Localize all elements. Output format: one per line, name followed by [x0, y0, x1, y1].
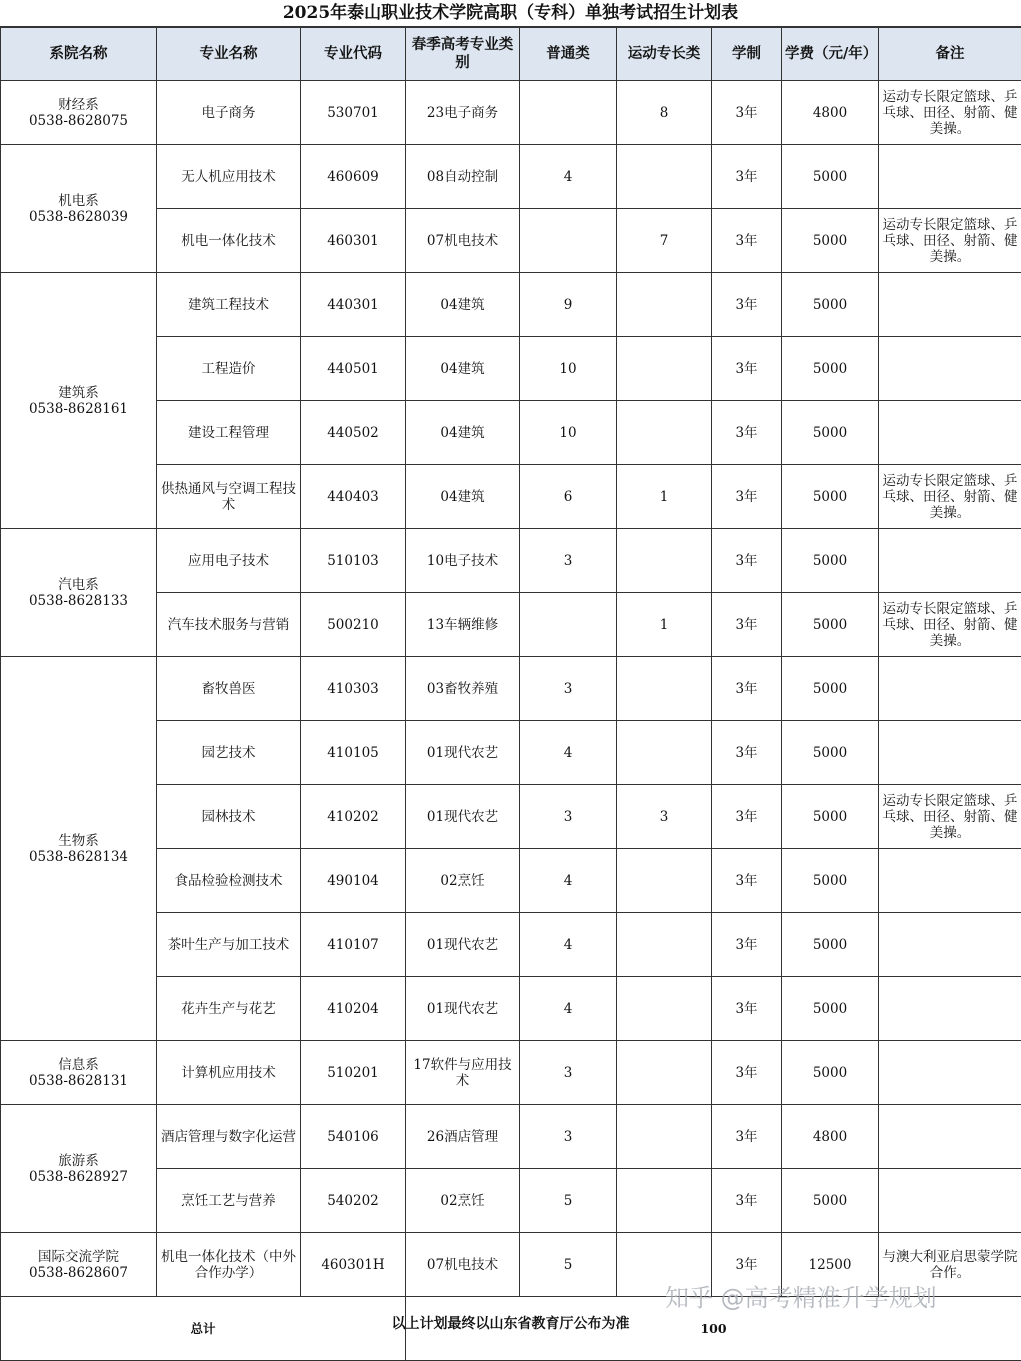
code-cell: 410105 — [301, 721, 406, 785]
dept-cell — [1, 1233, 157, 1297]
table-row — [1, 1105, 1021, 1169]
major-cell: 无人机应用技术 — [157, 145, 301, 209]
note-cell: 运动专长限定篮球、乒乓球、田径、射箭、健美操。 — [879, 593, 1021, 657]
dept-cell — [1, 1041, 157, 1105]
header-duration: 学制 — [712, 28, 782, 81]
general-cell — [520, 209, 617, 273]
major-cell: 建设工程管理 — [157, 401, 301, 465]
header-major: 专业名称 — [157, 28, 301, 81]
note-cell: 运动专长限定篮球、乒乓球、田径、射箭、健美操。 — [879, 465, 1021, 529]
dept-phone: 0538-8628161 — [4, 401, 153, 417]
note-cell — [879, 977, 1021, 1041]
note-cell — [879, 1105, 1021, 1169]
enrollment-plan-table — [0, 27, 1021, 1361]
code-cell: 440501 — [301, 337, 406, 401]
major-cell: 汽车技术服务与营销 — [157, 593, 301, 657]
category-cell: 08自动控制 — [406, 145, 520, 209]
header-dept: 系院名称 — [1, 28, 157, 81]
duration-cell: 3年 — [712, 81, 782, 145]
sports-cell — [617, 657, 712, 721]
sports-cell — [617, 977, 712, 1041]
sports-cell: 7 — [617, 209, 712, 273]
general-cell: 10 — [520, 401, 617, 465]
general-cell: 5 — [520, 1233, 617, 1297]
dept-cell — [1, 273, 157, 529]
duration-cell: 3年 — [712, 849, 782, 913]
major-cell: 机电一体化技术（中外合作办学） — [157, 1233, 301, 1297]
header-sports: 运动专长类 — [617, 28, 712, 81]
dept-name: 信息系 — [4, 1057, 153, 1073]
note-cell — [879, 145, 1021, 209]
code-cell: 460301 — [301, 209, 406, 273]
general-cell: 3 — [520, 1041, 617, 1105]
general-cell — [520, 81, 617, 145]
duration-cell: 3年 — [712, 657, 782, 721]
header-row — [1, 28, 1021, 81]
sports-cell — [617, 849, 712, 913]
code-cell: 510201 — [301, 1041, 406, 1105]
note-cell — [879, 273, 1021, 337]
dept-phone: 0538-8628039 — [4, 209, 153, 225]
sports-cell — [617, 529, 712, 593]
general-cell — [520, 593, 617, 657]
fee-cell: 5000 — [782, 209, 879, 273]
general-cell: 3 — [520, 785, 617, 849]
major-cell: 电子商务 — [157, 81, 301, 145]
note-cell — [879, 529, 1021, 593]
dept-phone: 0538-8628134 — [4, 849, 153, 865]
sports-cell — [617, 273, 712, 337]
dept-phone: 0538-8628131 — [4, 1073, 153, 1089]
category-cell: 04建筑 — [406, 273, 520, 337]
duration-cell: 3年 — [712, 273, 782, 337]
major-cell: 烹饪工艺与营养 — [157, 1169, 301, 1233]
note-cell — [879, 1169, 1021, 1233]
fee-cell: 5000 — [782, 849, 879, 913]
major-cell: 工程造价 — [157, 337, 301, 401]
fee-cell: 5000 — [782, 145, 879, 209]
header-fee: 学费（元/年） — [782, 28, 879, 81]
duration-cell: 3年 — [712, 401, 782, 465]
fee-cell: 5000 — [782, 977, 879, 1041]
dept-name: 旅游系 — [4, 1153, 153, 1169]
general-cell: 4 — [520, 977, 617, 1041]
fee-cell: 5000 — [782, 529, 879, 593]
total-label: 总计 — [1, 1297, 406, 1361]
major-cell: 园艺技术 — [157, 721, 301, 785]
code-cell: 540106 — [301, 1105, 406, 1169]
table-row — [1, 145, 1021, 209]
note-cell — [879, 337, 1021, 401]
code-cell: 500210 — [301, 593, 406, 657]
general-cell: 3 — [520, 657, 617, 721]
fee-cell: 5000 — [782, 785, 879, 849]
category-cell: 04建筑 — [406, 401, 520, 465]
code-cell: 540202 — [301, 1169, 406, 1233]
sports-cell — [617, 1041, 712, 1105]
note-cell — [879, 1041, 1021, 1105]
category-cell: 07机电技术 — [406, 1233, 520, 1297]
major-cell: 园林技术 — [157, 785, 301, 849]
duration-cell: 3年 — [712, 145, 782, 209]
major-cell: 茶叶生产与加工技术 — [157, 913, 301, 977]
category-cell: 01现代农艺 — [406, 785, 520, 849]
general-cell: 4 — [520, 721, 617, 785]
major-cell: 供热通风与空调工程技术 — [157, 465, 301, 529]
code-cell: 440403 — [301, 465, 406, 529]
table-row — [1, 81, 1021, 145]
category-cell: 10电子技术 — [406, 529, 520, 593]
table-title: 2025年泰山职业技术学院高职（专科）单独考试招生计划表 — [0, 0, 1021, 27]
note-cell — [879, 913, 1021, 977]
dept-cell — [1, 81, 157, 145]
category-cell: 23电子商务 — [406, 81, 520, 145]
note-cell — [879, 721, 1021, 785]
dept-name: 建筑系 — [4, 385, 153, 401]
table-row — [1, 657, 1021, 721]
fee-cell: 5000 — [782, 1169, 879, 1233]
sports-cell — [617, 1105, 712, 1169]
dept-cell — [1, 529, 157, 657]
code-cell: 410204 — [301, 977, 406, 1041]
general-cell: 4 — [520, 913, 617, 977]
header-general: 普通类 — [520, 28, 617, 81]
fee-cell: 5000 — [782, 1041, 879, 1105]
major-cell: 酒店管理与数字化运营 — [157, 1105, 301, 1169]
note-cell: 与澳大利亚启思蒙学院合作。 — [879, 1233, 1021, 1297]
fee-cell: 12500 — [782, 1233, 879, 1297]
dept-name: 机电系 — [4, 193, 153, 209]
table-row — [1, 1041, 1021, 1105]
duration-cell: 3年 — [712, 1233, 782, 1297]
dept-phone: 0538-8628133 — [4, 593, 153, 609]
fee-cell: 5000 — [782, 913, 879, 977]
category-cell: 04建筑 — [406, 465, 520, 529]
sports-cell — [617, 145, 712, 209]
code-cell: 460609 — [301, 145, 406, 209]
fee-cell: 4800 — [782, 1105, 879, 1169]
general-cell: 3 — [520, 529, 617, 593]
major-cell: 畜牧兽医 — [157, 657, 301, 721]
header-note: 备注 — [879, 28, 1021, 81]
category-cell: 13车辆维修 — [406, 593, 520, 657]
category-cell: 04建筑 — [406, 337, 520, 401]
fee-cell: 5000 — [782, 657, 879, 721]
sports-cell — [617, 337, 712, 401]
duration-cell: 3年 — [712, 593, 782, 657]
sports-cell: 8 — [617, 81, 712, 145]
duration-cell: 3年 — [712, 337, 782, 401]
code-cell: 490104 — [301, 849, 406, 913]
duration-cell: 3年 — [712, 465, 782, 529]
major-cell: 建筑工程技术 — [157, 273, 301, 337]
dept-cell — [1, 145, 157, 273]
total-value: 100 — [406, 1297, 1021, 1361]
fee-cell: 5000 — [782, 465, 879, 529]
sports-cell: 1 — [617, 465, 712, 529]
note-cell: 运动专长限定篮球、乒乓球、田径、射箭、健美操。 — [879, 81, 1021, 145]
note-cell: 运动专长限定篮球、乒乓球、田径、射箭、健美操。 — [879, 209, 1021, 273]
dept-cell — [1, 1105, 157, 1233]
dept-name: 汽电系 — [4, 577, 153, 593]
duration-cell: 3年 — [712, 721, 782, 785]
footer-note: 以上计划最终以山东省教育厅公布为准 — [0, 1314, 1021, 1334]
category-cell: 07机电技术 — [406, 209, 520, 273]
duration-cell: 3年 — [712, 913, 782, 977]
header-code: 专业代码 — [301, 28, 406, 81]
category-cell: 02烹饪 — [406, 849, 520, 913]
category-cell: 01现代农艺 — [406, 977, 520, 1041]
duration-cell: 3年 — [712, 209, 782, 273]
header-category: 春季高考专业类别 — [406, 28, 520, 81]
note-cell: 运动专长限定篮球、乒乓球、田径、射箭、健美操。 — [879, 785, 1021, 849]
general-cell: 4 — [520, 849, 617, 913]
general-cell: 6 — [520, 465, 617, 529]
code-cell: 440502 — [301, 401, 406, 465]
general-cell: 5 — [520, 1169, 617, 1233]
duration-cell: 3年 — [712, 1041, 782, 1105]
fee-cell: 5000 — [782, 337, 879, 401]
sports-cell — [617, 913, 712, 977]
sports-cell — [617, 721, 712, 785]
table-row — [1, 529, 1021, 593]
note-cell — [879, 657, 1021, 721]
code-cell: 410303 — [301, 657, 406, 721]
category-cell: 01现代农艺 — [406, 721, 520, 785]
major-cell: 计算机应用技术 — [157, 1041, 301, 1105]
note-cell — [879, 849, 1021, 913]
general-cell: 3 — [520, 1105, 617, 1169]
code-cell: 460301H — [301, 1233, 406, 1297]
dept-name: 国际交流学院 — [4, 1249, 153, 1265]
sports-cell: 3 — [617, 785, 712, 849]
category-cell: 17软件与应用技术 — [406, 1041, 520, 1105]
fee-cell: 5000 — [782, 721, 879, 785]
fee-cell: 5000 — [782, 401, 879, 465]
sports-cell — [617, 1169, 712, 1233]
general-cell: 10 — [520, 337, 617, 401]
dept-phone: 0538-8628927 — [4, 1169, 153, 1185]
sports-cell: 1 — [617, 593, 712, 657]
major-cell: 机电一体化技术 — [157, 209, 301, 273]
dept-phone: 0538-8628075 — [4, 113, 153, 129]
duration-cell: 3年 — [712, 785, 782, 849]
fee-cell: 5000 — [782, 273, 879, 337]
fee-cell: 4800 — [782, 81, 879, 145]
category-cell: 03畜牧养殖 — [406, 657, 520, 721]
general-cell: 9 — [520, 273, 617, 337]
category-cell: 26酒店管理 — [406, 1105, 520, 1169]
major-cell: 花卉生产与花艺 — [157, 977, 301, 1041]
major-cell: 应用电子技术 — [157, 529, 301, 593]
category-cell: 02烹饪 — [406, 1169, 520, 1233]
code-cell: 510103 — [301, 529, 406, 593]
dept-name: 生物系 — [4, 833, 153, 849]
major-cell: 食品检验检测技术 — [157, 849, 301, 913]
category-cell: 01现代农艺 — [406, 913, 520, 977]
general-cell: 4 — [520, 145, 617, 209]
fee-cell: 5000 — [782, 593, 879, 657]
code-cell: 530701 — [301, 81, 406, 145]
duration-cell: 3年 — [712, 977, 782, 1041]
duration-cell: 3年 — [712, 1105, 782, 1169]
code-cell: 440301 — [301, 273, 406, 337]
duration-cell: 3年 — [712, 1169, 782, 1233]
sports-cell — [617, 401, 712, 465]
dept-cell — [1, 657, 157, 1041]
table-row — [1, 273, 1021, 337]
duration-cell: 3年 — [712, 529, 782, 593]
code-cell: 410202 — [301, 785, 406, 849]
dept-phone: 0538-8628607 — [4, 1265, 153, 1281]
watermark: 知乎 @高考精准升学规划 — [665, 1278, 1015, 1312]
code-cell: 410107 — [301, 913, 406, 977]
note-cell — [879, 401, 1021, 465]
dept-name: 财经系 — [4, 97, 153, 113]
